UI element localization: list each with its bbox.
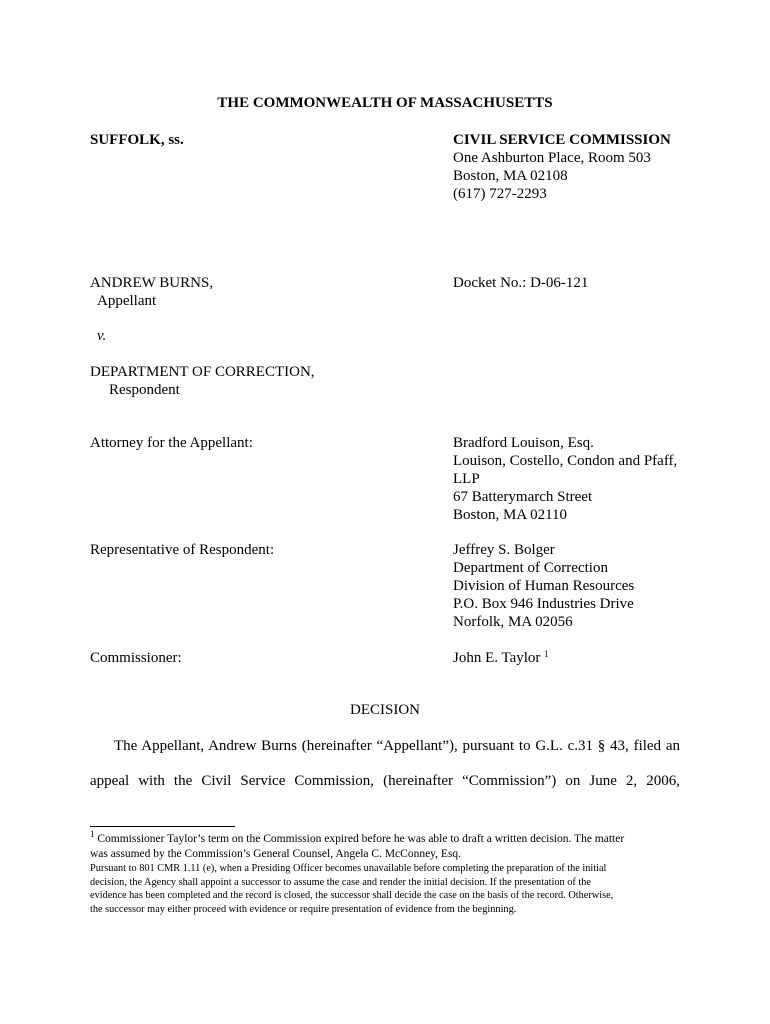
- document-title: THE COMMONWEALTH OF MASSACHUSETTS: [217, 95, 553, 111]
- footnote-rule-line: Pursuant to 801 CMR 1.11 (e), when a Presiding Officer becomes unavailable before completing the preparation of the initial: [90, 863, 607, 874]
- county-label: SUFFOLK, ss.: [90, 132, 184, 148]
- footnote-mark: 1: [90, 829, 95, 839]
- attorney-info: [453, 434, 677, 524]
- footnote-rule-text: [90, 862, 680, 916]
- footnote-reference[interactable]: 1: [544, 649, 549, 659]
- commissioner-label: Commissioner:: [90, 650, 182, 666]
- versus-label: v.: [97, 328, 107, 344]
- attorney-line: LLP: [453, 471, 480, 487]
- footnote-rule-line: evidence has been completed and the record is closed, the successor shall decide the case on the basis of the record. Otherwise,: [90, 890, 614, 901]
- footnote-line: [90, 829, 680, 847]
- address-line: Boston, MA 02108: [453, 168, 568, 184]
- commissioner-name-line: [453, 649, 549, 667]
- representative-line: Division of Human Resources: [453, 578, 635, 594]
- docket-number: Docket No.: D-06-121: [453, 275, 589, 291]
- agency-address: [453, 149, 651, 203]
- representative-line: P.O. Box 946 Industries Drive: [453, 596, 634, 612]
- appellant-role: Appellant: [97, 293, 157, 309]
- decision-heading: DECISION: [350, 702, 420, 718]
- representative-info: [453, 541, 634, 631]
- appellant-name: ANDREW BURNS,: [90, 275, 214, 291]
- footnote-rule-line: decision, the Agency shall appoint a successor to assume the case and render the initial decision. If the presentation of the: [90, 876, 591, 888]
- representative-line: Jeffrey S. Bolger: [453, 542, 555, 558]
- representative-line: Department of Correction: [453, 560, 608, 576]
- body-line: appeal with the Civil Service Commission, (hereinafter “Commission”) on June 2, 2006,: [90, 773, 680, 789]
- address-line: (617) 727-2293: [453, 186, 547, 202]
- footnote-separator: [90, 826, 235, 827]
- attorney-line: 67 Batterymarch Street: [453, 489, 593, 505]
- body-line: The Appellant, Andrew Burns (hereinafter “Appellant”), pursuant to G.L. c.31 § 43, filed an: [114, 738, 680, 754]
- attorney-line: Louison, Costello, Condon and Pfaff,: [453, 453, 678, 469]
- attorney-line: Bradford Louison, Esq.: [453, 435, 594, 451]
- attorney-label: Attorney for the Appellant:: [90, 435, 253, 451]
- footnote-text: Commissioner Taylor’s term on the Commission expired before he was able to draft a written decision. The matter: [97, 833, 625, 845]
- representative-line: Norfolk, MA 02056: [453, 614, 573, 630]
- address-line: One Ashburton Place, Room 503: [453, 150, 651, 166]
- agency-name: CIVIL SERVICE COMMISSION: [453, 132, 671, 148]
- respondent-role: Respondent: [109, 382, 180, 398]
- footnote-line: was assumed by the Commission’s General Counsel, Angela C. McConney, Esq.: [90, 848, 462, 860]
- respondent-name: DEPARTMENT OF CORRECTION,: [90, 364, 315, 380]
- commissioner-name: John E. Taylor: [453, 650, 541, 666]
- footnote-rule-line: the successor may either proceed with evidence or require presentation of evidence from the beginning.: [90, 903, 517, 915]
- attorney-line: Boston, MA 02110: [453, 507, 568, 523]
- representative-label: Representative of Respondent:: [90, 542, 275, 558]
